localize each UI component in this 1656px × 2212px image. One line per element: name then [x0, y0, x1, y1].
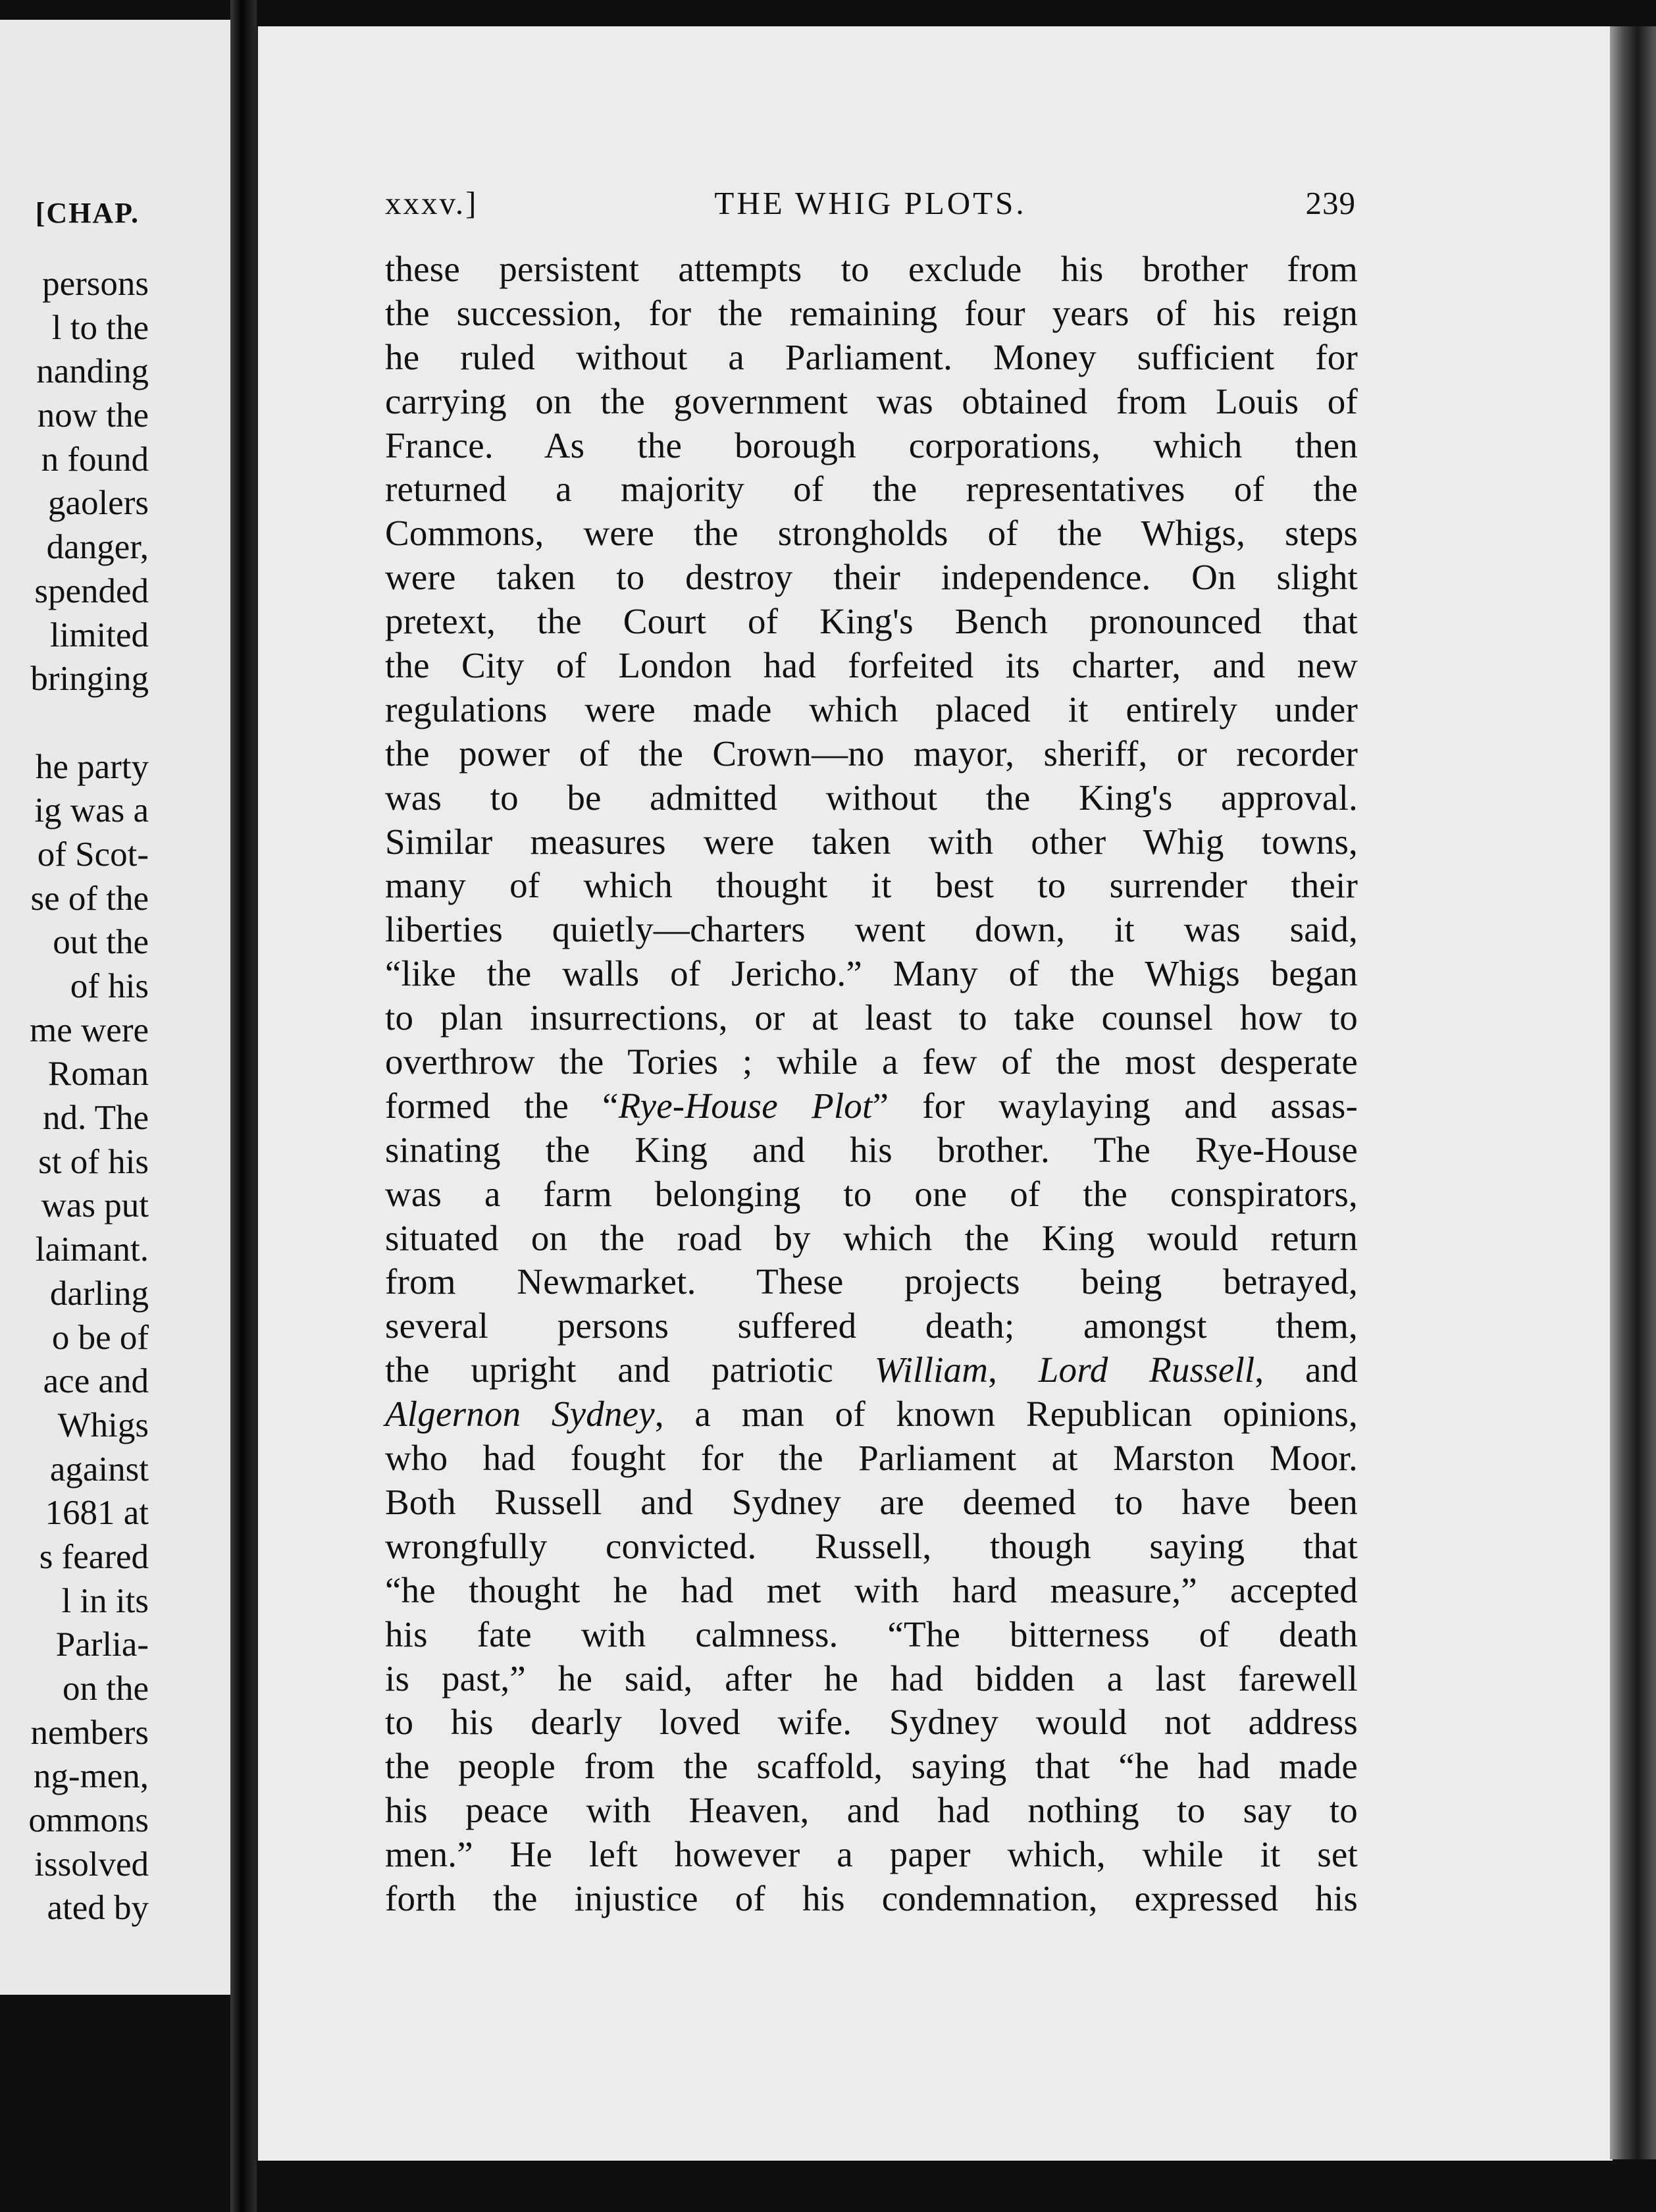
text-line: [385, 1172, 1358, 1217]
text-line: [385, 336, 1358, 380]
left-page-line: ng-men,: [33, 1757, 149, 1796]
text-segment: Similar measures were taken with other Whig towns,: [385, 821, 1358, 862]
text-line: [385, 952, 1358, 996]
text-line: [385, 512, 1358, 556]
left-page-line: ace and: [43, 1362, 149, 1401]
left-page-fragment: [0, 20, 230, 1995]
left-page-line: nanding: [36, 352, 149, 391]
text-segment: these persistent attempts to exclude his brother from: [385, 249, 1358, 289]
text-segment: the people from the scaffold, saying that “he had made: [385, 1746, 1358, 1787]
text-segment: “he thought he had met with hard measure,” accepted: [385, 1569, 1358, 1610]
left-page-line: se of the: [30, 879, 149, 918]
text-line: [385, 1481, 1358, 1525]
text-line: [385, 1700, 1358, 1745]
text-line: [385, 1525, 1358, 1569]
left-page-line: limited: [49, 616, 149, 654]
text-segment: to his dearly loved wife. Sydney would not address: [385, 1702, 1358, 1743]
text-line: [385, 1040, 1358, 1084]
text-segment: the power of the Crown—no mayor, sheriff, or recorder: [385, 733, 1358, 774]
text-segment: sinating the King and his brother. The Rye-House: [385, 1129, 1358, 1170]
left-page-line: Roman: [47, 1055, 149, 1093]
text-line: [385, 732, 1358, 776]
text-segment: to plan insurrections, or at least to take counsel how to: [385, 997, 1358, 1038]
text-segment: who had fought for the Parliament at Marston Moor.: [385, 1438, 1358, 1479]
text-segment: his peace with Heaven, and had nothing to say to: [385, 1790, 1358, 1831]
left-page-line: of his: [70, 967, 149, 1005]
text-line: [385, 1304, 1358, 1348]
text-segment: from Newmarket. These projects being betrayed,: [385, 1261, 1358, 1302]
left-page-line: persons: [42, 265, 149, 303]
text-segment: were taken to destroy their independence. On slight: [385, 557, 1358, 598]
left-page-line: ommons: [28, 1801, 149, 1840]
left-page-line: bringing: [30, 660, 149, 698]
text-segment: regulations were made which placed it entirely under: [385, 689, 1358, 729]
left-page-line: Whigs: [57, 1406, 149, 1444]
text-line: [385, 1789, 1358, 1833]
text-segment: overthrow the Tories ; while a few of the most desperate: [385, 1041, 1358, 1082]
text-line: [385, 380, 1358, 424]
text-line: [385, 644, 1358, 688]
text-segment: is past,” he said, after he had bidden a last farewell: [385, 1658, 1358, 1698]
text-segment: formed the “: [385, 1085, 619, 1126]
text-segment: forth the injustice of his condemnation, expressed his: [385, 1878, 1358, 1918]
text-line: [385, 556, 1358, 600]
chapter-marker: xxxv.]: [385, 185, 479, 221]
text-line: [385, 1348, 1358, 1392]
text-segment: pretext, the Court of King's Bench pronounced that: [385, 601, 1358, 642]
text-line: [385, 467, 1358, 512]
left-page-line: he party: [35, 747, 149, 786]
text-segment: ,: [988, 1350, 1039, 1390]
left-page-line: [0, 701, 149, 745]
page-number: 239: [1305, 185, 1356, 221]
left-page-line: against: [49, 1450, 149, 1488]
text-segment: , and: [1255, 1350, 1358, 1390]
left-page-line: issolved: [34, 1845, 149, 1883]
left-page-line: ated by: [47, 1889, 149, 1928]
left-page-line: on the: [63, 1670, 149, 1708]
text-line: [385, 1392, 1358, 1436]
text-line: [385, 292, 1358, 336]
text-line: [385, 1877, 1358, 1921]
left-page-line: darling: [49, 1274, 149, 1313]
italic-text: Algernon Sydney: [385, 1394, 655, 1435]
left-page-line: laimant.: [35, 1230, 149, 1269]
page-edge: [1610, 26, 1656, 2159]
text-segment: many of which thought it best to surrender their: [385, 865, 1358, 906]
left-page-line: nembers: [30, 1713, 149, 1752]
text-line: [385, 908, 1358, 952]
text-line: [385, 688, 1358, 732]
left-page-lines: [0, 262, 149, 1930]
text-line: [385, 1745, 1358, 1789]
left-running-head: [CHAP.: [35, 197, 140, 229]
italic-text: Lord Russell: [1038, 1350, 1255, 1390]
page-title: THE WHIG PLOTS.: [714, 185, 1027, 221]
text-segment: ” for waylaying and assas-: [872, 1085, 1358, 1126]
text-line: [385, 600, 1358, 644]
text-line: [385, 776, 1358, 820]
text-segment: returned a majority of the representatives of the: [385, 469, 1358, 510]
left-page-line: danger,: [46, 528, 149, 567]
text-segment: “like the walls of Jericho.” Many of the Whigs began: [385, 953, 1358, 994]
text-segment: carrying on the government was obtained from Louis of: [385, 381, 1358, 421]
text-line: [385, 1128, 1358, 1172]
text-line: [385, 1613, 1358, 1657]
left-page-line: l to the: [51, 308, 149, 347]
text-line: [385, 1569, 1358, 1613]
left-page-line: Parlia-: [55, 1625, 149, 1664]
left-page-line: me were: [30, 1011, 149, 1049]
left-page-line: now the: [37, 396, 149, 435]
text-segment: several persons suffered death; amongst them,: [385, 1305, 1358, 1346]
left-page-line: gaolers: [47, 484, 149, 523]
left-page-line: spended: [34, 571, 149, 610]
text-line: [385, 1436, 1358, 1481]
running-head: [385, 184, 1356, 230]
left-page-line: nd. The: [43, 1099, 149, 1138]
text-line: [385, 996, 1358, 1040]
text-segment: France. As the borough corporations, which then: [385, 425, 1358, 465]
left-page-line: ig was a: [34, 791, 149, 830]
text-segment: Commons, were the strongholds of the Whigs, steps: [385, 513, 1358, 554]
left-page-line: st of his: [38, 1142, 149, 1181]
left-page-line: out the: [53, 923, 149, 962]
text-segment: the upright and patriotic: [385, 1350, 875, 1390]
left-page-line: was put: [41, 1186, 149, 1225]
text-segment: Both Russell and Sydney are deemed to have been: [385, 1481, 1358, 1522]
text-segment: the City of London had forfeited its charter, and new: [385, 645, 1358, 686]
text-line: [385, 248, 1358, 292]
left-page-line: n found: [41, 440, 149, 479]
left-page-line: of Scot-: [37, 835, 149, 874]
text-segment: liberties quietly—charters went down, it was said,: [385, 909, 1358, 950]
italic-text: Rye-House Plot: [618, 1085, 873, 1126]
text-line: [385, 1833, 1358, 1877]
left-page-line: l in its: [61, 1581, 149, 1620]
text-segment: situated on the road by which the King would return: [385, 1217, 1358, 1258]
text-line: [385, 424, 1358, 468]
text-line: [385, 864, 1358, 908]
text-segment: , a man of known Republican opinions,: [654, 1394, 1358, 1435]
text-segment: his fate with calmness. “The bitterness of death: [385, 1614, 1358, 1654]
text-line: [385, 1260, 1358, 1304]
text-segment: was a farm belonging to one of the conspirators,: [385, 1173, 1358, 1214]
text-segment: was to be admitted without the King's approval.: [385, 777, 1358, 818]
text-segment: he ruled without a Parliament. Money sufficient for: [385, 336, 1358, 377]
text-segment: the succession, for the remaining four years of his reign: [385, 292, 1358, 333]
text-segment: wrongfully convicted. Russell, though saying that: [385, 1525, 1358, 1566]
italic-text: William: [874, 1350, 989, 1390]
text-line: [385, 1657, 1358, 1701]
text-line: [385, 820, 1358, 864]
left-page-line: s feared: [39, 1537, 149, 1576]
book-gutter: [230, 0, 257, 2212]
left-page-line: 1681 at: [45, 1494, 149, 1533]
text-segment: men.” He left however a paper which, while it set: [385, 1834, 1358, 1875]
text-line: [385, 1217, 1358, 1261]
body-text: [385, 248, 1358, 1921]
text-line: [385, 1084, 1358, 1128]
left-page-line: o be of: [51, 1318, 149, 1357]
